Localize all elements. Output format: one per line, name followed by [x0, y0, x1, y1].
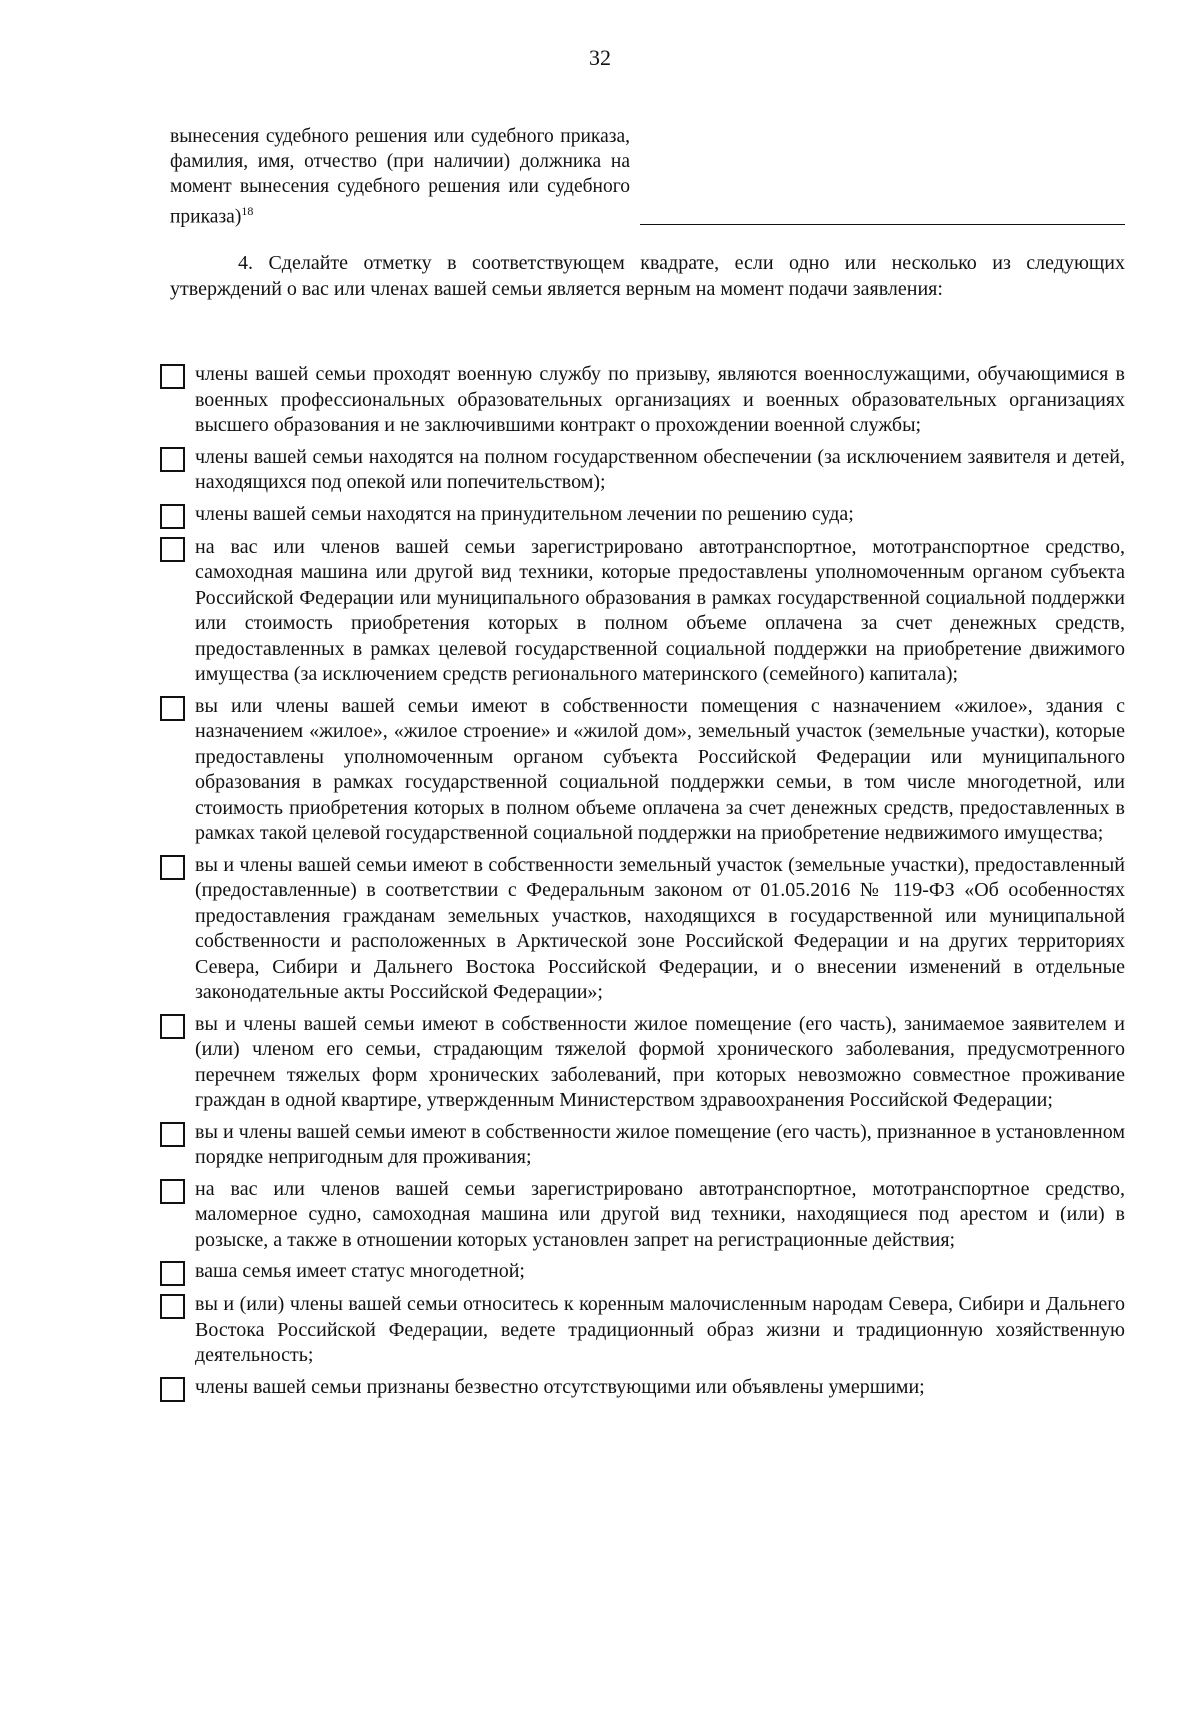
statement-checkbox[interactable]	[160, 1122, 185, 1147]
checklist-item	[160, 362, 1125, 439]
checklist-item	[160, 1012, 1125, 1114]
previous-question-text: вынесения судебного решения или судебного приказа, фамилия, имя, отчество (при наличии) должника на момент вынесения судебного решения или судебного приказа)	[170, 126, 630, 228]
statement-checkbox[interactable]	[160, 1014, 185, 1039]
statement-checkbox[interactable]	[160, 364, 185, 389]
statement-text: члены вашей семьи проходят военную службу по призыву, являются военнослужащими, обучающимися в военных профессиональных образовательных организациях и военных образовательных организациях высшего образования и не заключившими контракт о прохождении военной службы;	[195, 363, 1125, 436]
checklist-item	[160, 1292, 1125, 1369]
statement-text: вы и (или) члены вашей семьи относитесь к коренным малочисленным народам Севера, Сибири и Дальнего Востока Российской Федерации, ведете традиционный образ жизни и традиционную хозяйственную деятельность;	[195, 1293, 1125, 1366]
statement-checkbox[interactable]	[160, 1261, 185, 1286]
previous-question-tail	[170, 124, 630, 230]
statement-checkbox[interactable]	[160, 696, 185, 721]
statement-text: вы и члены вашей семьи имеют в собственности земельный участок (земельные участки), предоставленный (предоставленные) в соответствии с Федеральным законом от 01.05.2016 № 119-ФЗ «Об особенностях предоставления гражданам земельных участков, находящихся в государственной или муниципальной собственности и расположенных в Арктической зоне Российской Федерации и на других территориях Севера, Сибири и Дальнего Востока Российской Федерации, и о внесении изменений в отдельные законодательные акты Российской Федерации»;	[195, 853, 1125, 1003]
statement-text: вы и члены вашей семьи имеют в собственности жилое помещение (его часть), занимаемое заявителем и (или) членом его семьи, страдающим тяжелой формой хронического заболевания, предусмотренного перечнем тяжелых форм хронических заболеваний, при которых невозможно совместное проживание граждан в одной квартире, утвержденным Министерством здравоохранения Российской Федерации;	[195, 1012, 1125, 1111]
checklist-item	[160, 1177, 1125, 1254]
statement-checkbox[interactable]	[160, 1294, 185, 1319]
checklist-item	[160, 694, 1125, 847]
section-4-intro: 4. Сделайте отметку в соответствующем квадрате, если одно или несколько из следующих утверждений о вас или членах вашей семьи является верным на момент подачи заявления:	[170, 252, 1125, 300]
statement-checkbox[interactable]	[160, 1179, 185, 1204]
statement-checkbox[interactable]	[160, 855, 185, 880]
checkbox-list	[160, 362, 1125, 1408]
statement-text: члены вашей семьи находятся на полном государственном обеспечении (за исключением заявителя и детей, находящихся под опекой или попечительством);	[195, 445, 1125, 493]
statement-text: члены вашей семьи находятся на принудительном лечении по решению суда;	[195, 502, 854, 525]
checklist-item	[160, 1375, 1125, 1402]
statement-text: члены вашей семьи признаны безвестно отсутствующими или объявлены умершими;	[195, 1375, 925, 1398]
statement-text: вы и члены вашей семьи имеют в собственности жилое помещение (его часть), признанное в установленном порядке непригодным для проживания;	[195, 1120, 1125, 1168]
statement-checkbox[interactable]	[160, 1377, 185, 1402]
statement-text: ваша семья имеет статус многодетной;	[195, 1260, 525, 1282]
checklist-item	[160, 445, 1125, 496]
statement-text: вы или члены вашей семьи имеют в собственности помещения с назначением «жилое», здания с назначением «жилое», «жилое строение» и «жилой дом», земельный участок (земельные участки), которые предоставлены уполномоченным органом субъекта Российской Федерации или муниципального образования в рамках государственной социальной поддержки семьи, в том числе многодетной, или стоимость приобретения которых в полном объеме оплачена за счет денежных средств, предоставленных в рамках такой целевой государственной социальной поддержки на приобретение недвижимого имущества;	[195, 694, 1125, 844]
statement-checkbox[interactable]	[160, 447, 185, 472]
answer-input-line[interactable]	[640, 224, 1125, 225]
statement-text: на вас или членов вашей семьи зарегистрировано автотранспортное, мототранспортное средство, самоходная машина или другой вид техники, которые предоставлены уполномоченным органом субъекта Российской Федерации или муниципального образования в рамках государственной социальной поддержки или стоимость приобретения которых в полном объеме оплачена за счет денежных средств, предоставленных в рамках целевой государственной социальной поддержки на приобретение движимого имущества (за исключением средств регионального материнского (семейного) капитала);	[195, 535, 1125, 685]
footnote-marker: 18	[241, 204, 254, 218]
statement-checkbox[interactable]	[160, 537, 185, 562]
statement-checkbox[interactable]	[160, 504, 185, 529]
page-number: 32	[589, 45, 611, 70]
checklist-item	[160, 502, 1125, 529]
checklist-item	[160, 535, 1125, 688]
checklist-item	[160, 853, 1125, 1006]
checklist-item	[160, 1259, 1125, 1286]
statement-text: на вас или членов вашей семьи зарегистрировано автотранспортное, мототранспортное средство, маломерное судно, самоходная машина или другой вид техники, находящиеся под арестом и (или) в розыске, а также в отношении которых установлен запрет на регистрационные действия;	[195, 1177, 1125, 1251]
checklist-item	[160, 1120, 1125, 1171]
